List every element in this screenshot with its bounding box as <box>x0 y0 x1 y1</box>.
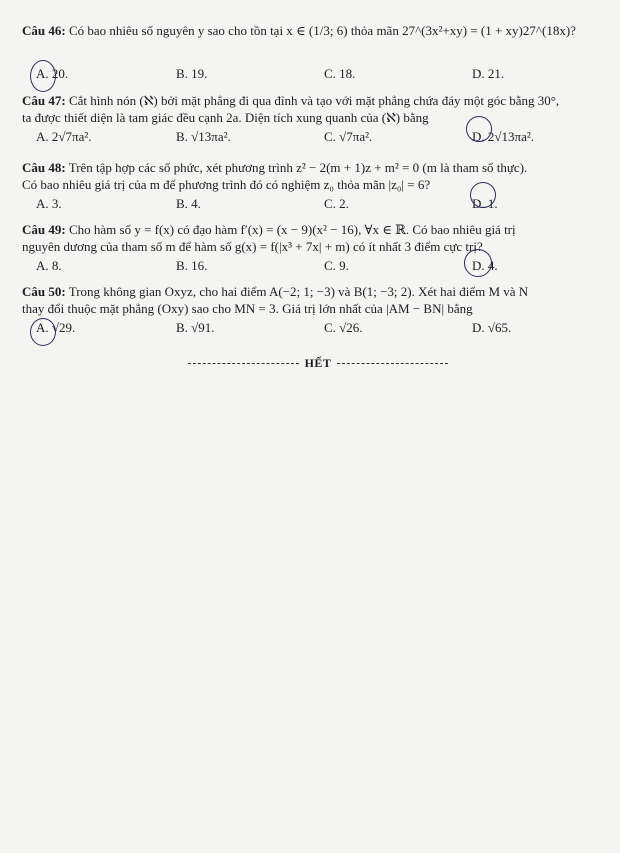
answer-circle-mark <box>30 60 56 92</box>
option-d[interactable]: D. 2√13πa². <box>472 129 535 144</box>
question-text: Cho hàm số y = f(x) có đạo hàm f′(x) = (x − 9)(x² − 16), ∀x ∈ ℝ. Có bao nhiêu giá trị <box>68 222 516 237</box>
option-c[interactable]: C. 18. <box>324 66 356 81</box>
answer-circle-mark <box>464 249 492 277</box>
question-46 <box>22 22 607 82</box>
option-a[interactable]: A. 2√7πa². <box>36 129 92 144</box>
option-b[interactable]: B. √13πa². <box>176 129 231 144</box>
answer-circle-mark <box>466 116 492 142</box>
question-text: Trên tập hợp các số phức, xét phương trình z² − 2(m + 1)z + m² = 0 (m là tham số thực). <box>68 160 528 175</box>
option-c[interactable]: C. √7πa². <box>324 129 373 144</box>
question-text-line2: Có bao nhiêu giá trị của m để phương trình đó có nghiệm z₀ thỏa mãn |z₀| = 6? <box>22 177 431 192</box>
question-text: Trong không gian Oxyz, cho hai điểm A(−2; 1; −3) và B(1; −3; 2). Xét hai điểm M và N <box>68 284 529 299</box>
option-b[interactable]: B. 4. <box>176 196 201 211</box>
divider <box>337 363 448 364</box>
answer-circle-mark <box>470 182 496 208</box>
divider <box>188 363 299 364</box>
answer-circle-mark <box>30 318 56 346</box>
option-c[interactable]: C. 9. <box>324 258 349 273</box>
question-text: Cắt hình nón (ℵ) bởi mặt phẳng đi qua đỉnh và tạo với mặt phẳng chứa đáy một góc bằng 30°, <box>68 93 560 108</box>
end-marker <box>188 356 448 371</box>
option-d[interactable]: D. 1. <box>472 196 498 211</box>
answer-options <box>22 65 607 82</box>
question-label: Câu 49: <box>22 222 66 237</box>
option-a[interactable]: A. √29. <box>36 320 76 335</box>
question-label: Câu 48: <box>22 160 66 175</box>
option-a[interactable]: A. 8. <box>36 258 62 273</box>
end-text: HẾT <box>304 356 332 370</box>
option-b[interactable]: B. 19. <box>176 66 208 81</box>
question-text-line2: ta được thiết diện là tam giác đều cạnh 2a. Diện tích xung quanh của (ℵ) bằng <box>22 110 429 125</box>
option-d[interactable]: D. 4. <box>472 258 498 273</box>
option-b[interactable]: B. 16. <box>176 258 208 273</box>
answer-options <box>22 257 607 274</box>
question-label: Câu 50: <box>22 284 66 299</box>
question-label: Câu 46: <box>22 23 66 38</box>
option-a[interactable]: A. 3. <box>36 196 62 211</box>
option-c[interactable]: C. 2. <box>324 196 349 211</box>
option-d[interactable]: D. 21. <box>472 66 505 81</box>
option-b[interactable]: B. √91. <box>176 320 215 335</box>
question-49 <box>22 221 607 274</box>
question-48 <box>22 159 607 212</box>
question-50 <box>22 283 607 336</box>
question-47 <box>22 92 607 145</box>
question-text-line2: nguyên dương của tham số m để hàm số g(x) = f(|x³ + 7x| + m) có ít nhất 3 điểm cực trị? <box>22 239 483 254</box>
question-label: Câu 47: <box>22 93 66 108</box>
option-c[interactable]: C. √26. <box>324 320 363 335</box>
question-text-line2: thay đổi thuộc mặt phẳng (Oxy) sao cho MN = 3. Giá trị lớn nhất của |AM − BN| bằng <box>22 301 473 316</box>
answer-options <box>22 195 607 212</box>
option-a[interactable]: A. 20. <box>36 66 69 81</box>
option-d[interactable]: D. √65. <box>472 320 512 335</box>
answer-options <box>22 128 607 145</box>
answer-options <box>22 319 607 336</box>
question-text: Có bao nhiêu số nguyên y sao cho tồn tại x ∈ (1/3; 6) thỏa mãn 27^(3x²+xy) = (1 + xy)27^(18x)? <box>68 23 576 38</box>
